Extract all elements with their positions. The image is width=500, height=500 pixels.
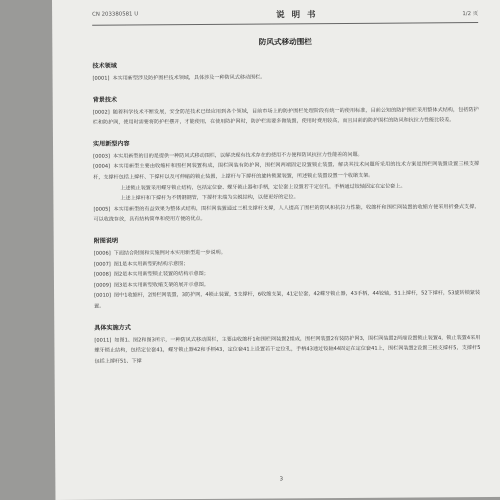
paragraph bbox=[94, 333, 480, 367]
paragraph-text: 上述上撑杆和下撑杆为不锈钢钢管，下撑杆末端为尖锐结构，以便更好的定位。 bbox=[120, 194, 299, 202]
paragraph bbox=[94, 288, 480, 312]
paragraph-text: 图中1收缩杆，2围栏网装置，3防护网，4锁止装置，5支撑杆，6收缩支架，41定位套，42蝶牙锁止器，43手柄，44铰轴，51上撑杆，52下撑杆，53旋转锁紧装置。 bbox=[94, 290, 481, 310]
paragraph-text: 如图1、图2和图3所示，一种防风式移动围栏，主要由收缩杆1和围栏网装置2组成，围栏网装置2有装防护网3，围栏网装置2两端设置锁止装置4，锁止装置4采用蝶牙锁止结构，包括定位套41，蝶牙锁止器42和手柄43，定位套41上设置若干定位孔，手柄43通过铰轴44固定在定位套41上，围栏网装置2设置三根支撑杆5，支撑杆5包括上撑杆51、下撑 bbox=[94, 334, 481, 365]
page-indicator: 1/2 页 bbox=[462, 11, 479, 18]
section-content bbox=[93, 136, 480, 226]
section-embodiment bbox=[94, 320, 480, 367]
paragraph bbox=[93, 202, 479, 226]
paragraph-number: [0004] bbox=[93, 163, 111, 171]
paragraph-number: [0010] bbox=[94, 292, 112, 300]
paragraph bbox=[93, 105, 479, 129]
paragraph-number: [0005] bbox=[93, 206, 111, 213]
paragraph-text: 本实用新型涉及防护围栏技术领域，具体涉及一种防风式移动围栏。 bbox=[112, 74, 266, 82]
section-heading: 附图说明 bbox=[93, 237, 119, 245]
document-page bbox=[52, 0, 500, 500]
section-heading: 背景技术 bbox=[92, 96, 118, 104]
paragraph-text: 图3是本实用新型收缩支架的展开示意图。 bbox=[113, 281, 209, 289]
paragraph-text: 本实用新型的目的是提供一种防风式移动围栏，以解决现有技术存在的使用不方便和防风抗拉力性能差的问题。 bbox=[113, 151, 363, 160]
section-background bbox=[93, 92, 479, 129]
paragraph-number: [0011] bbox=[94, 337, 112, 344]
paragraph-text: 上述锁止装置采用蝶牙锁止结构，包括定位套、蝶牙锁止器和手柄，定位套上设置若干定位孔，手柄通过铰轴固定在定位套上。 bbox=[120, 183, 406, 192]
page-number: 3 bbox=[279, 476, 284, 483]
section-heading: 技术领域 bbox=[92, 62, 117, 70]
section-heading: 实用新型内容 bbox=[92, 140, 130, 148]
section-field bbox=[92, 58, 478, 84]
page-header bbox=[92, 7, 478, 24]
section-drawings bbox=[94, 233, 481, 312]
paragraph-number: [0008] bbox=[93, 271, 111, 278]
document-type: 说 明 书 bbox=[276, 10, 318, 21]
paragraph-text: 本实用新型主要由收缩杆和围栏网装置构成，围栏网装有防护网，围栏网两端固定设置锁止装置，解决其技术问题所采用的技术方案是围栏网装置设置三根支撑杆，支撑杆包括上撑杆、下撑杆以及可伸缩的锁止装置，上撑杆与下撑杆的旋转锁紧装置，所述锁止装置设置一个收缩支架。 bbox=[93, 161, 480, 181]
paragraph-number: [0009] bbox=[93, 282, 111, 289]
paragraph-text: 图2是本实用新型锁止装置的结构示意图； bbox=[113, 271, 209, 278]
paragraph bbox=[93, 71, 479, 84]
paragraph-text: 随着科学技术不断发展，安全防范技术已经应用到各个领域，目前市场上的防护围栏处理阶段有统一的使用标准，目前公知的防护围栏采用整体式结构，包括防护栏和防护网，使用时需要将防护栏摆开，才能使用，在使用防护网时，防护栏需要多做装置，使用时费用较高，而且目前的防护围栏的防风和抗拉力性能比较差。 bbox=[92, 106, 479, 126]
section-heading: 具体实施方式 bbox=[94, 323, 131, 332]
paragraph-text: 本实用新型的有益效果为整体式结构，围栏网装置通过三根支撑杆支撑，人人提高了围栏的防风和抗拉力性能，收缩杆和围栏网装置的收缩方便采用折叠式支撑，可以收拢存放，具有结构简单和使用方便的优点。 bbox=[93, 203, 480, 224]
paragraph-number: [0002] bbox=[92, 109, 110, 116]
paragraph-number: [0007] bbox=[93, 261, 111, 268]
paragraph-number: [0003] bbox=[93, 153, 111, 160]
paragraph-text: 下面结合附图和实施例对本实用新型进一步说明。 bbox=[113, 249, 226, 257]
paragraph-number: [0006] bbox=[93, 250, 111, 257]
publication-number: CN 203380581 U bbox=[92, 11, 139, 18]
paragraph bbox=[93, 159, 479, 183]
paragraph-text: 图1是本实用新型的结构示意图； bbox=[113, 260, 189, 268]
document-title: 防风式移动围栏 bbox=[258, 37, 312, 47]
paragraph-number: [0001] bbox=[92, 75, 110, 82]
